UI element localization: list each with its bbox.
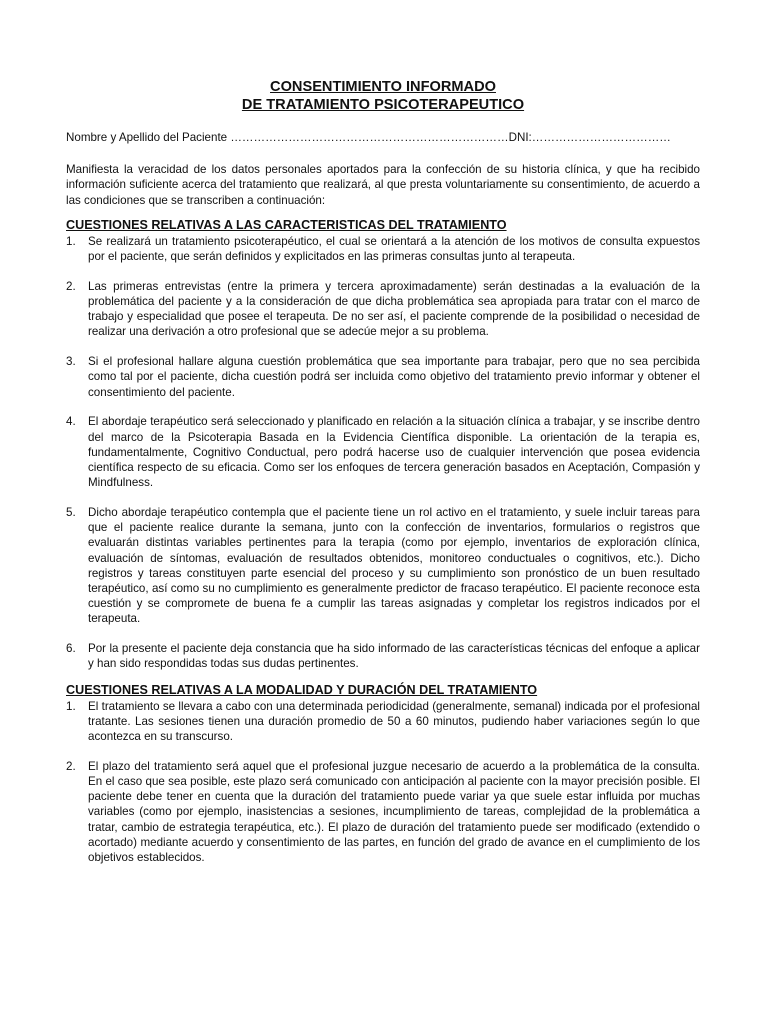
title-line-1: CONSENTIMIENTO INFORMADO bbox=[270, 79, 496, 95]
item-number: 1. bbox=[66, 234, 76, 248]
list-item bbox=[66, 279, 700, 340]
list-item bbox=[66, 641, 700, 671]
item-text: El abordaje terapéutico será seleccionado y planificado en relación a la situación clínica a trabajar, y se inscribe dentro del marco de la Psicoterapia Basada en la Evidencia Científica disponible. La orientación de la terapia es, fundamentalmente, Cognitivo Conductual, pero podrá hacerse uso de cualquier intervención que posea evidencia científica respecto de su eficacia. Como ser los enfoques de tercera generación basados en Aceptación, Compasión y Mindfulness. bbox=[88, 415, 700, 490]
numbered-list bbox=[66, 699, 700, 866]
section-heading: CUESTIONES RELATIVAS A LAS CARACTERISTICAS DEL TRATAMIENTO bbox=[66, 217, 507, 232]
item-text: Las primeras entrevistas (entre la primera y tercera aproximadamente) serán destinadas a la evaluación de la problemática del paciente y a la consideración de que dicha problemática sea apropiada para tratar con el marco de trabajo y especialidad que posee el terapeuta. De no ser así, el paciente comprende de la posibilidad o necesidad de realizar una derivación a otro profesional que se adecúe mejor a su problema. bbox=[88, 279, 700, 339]
list-item bbox=[66, 505, 700, 627]
section-modality-duration bbox=[66, 682, 700, 866]
item-text: Dicho abordaje terapéutico contempla que el paciente tiene un rol activo en el tratamiento, y suele incluir tareas para que el paciente realice durante la semana, junto con la confección de inventarios, formularios o registros que evaluarán distintas variables pertinentes para la terapia (como por ejemplo, inventarios de exploración clínica, evaluación de síntomas, evaluación de resultados obtenidos, monitoreo conductuales o cognitivos, etc.). Dicho registros y tareas constituyen parte esencial del proceso y su cumplimiento son pronóstico de un buen resultado terapéutico, así como su no cumplimiento es generalmente predictor de fracaso terapéutico. El paciente reconoce esta cuestión y se compromete de buena fe a cumplir las tareas asignadas y completar los registros indicados por el terapeuta. bbox=[88, 506, 700, 626]
list-item bbox=[66, 759, 700, 865]
list-item bbox=[66, 354, 700, 400]
item-number: 1. bbox=[66, 699, 76, 713]
item-number: 2. bbox=[66, 279, 76, 293]
item-text: El tratamiento se llevara a cabo con una determinada periodicidad (generalmente, semanal) indicada por el profesional tratante. Las sesiones tienen una duración promedio de 50 a 60 minutos, pudiendo haber variaciones según lo que acontezca en su transcurso. bbox=[88, 699, 700, 744]
item-text: Se realizará un tratamiento psicoterapéutico, el cual se orientará a la atención de los motivos de consulta expuestos por el paciente, que serán definidos y explicitados en las primeras consultas junto al terapeuta. bbox=[88, 234, 700, 264]
item-number: 3. bbox=[66, 355, 76, 369]
item-number: 5. bbox=[66, 506, 76, 520]
list-item bbox=[66, 699, 700, 745]
item-text: El plazo del tratamiento será aquel que el profesional juzgue necesario de acuerdo a la problemática de la consulta. En el caso que sea posible, este plazo será comunicado con anticipación al paciente con la mayor precisión posible. El paciente debe tener en cuenta que la duración del tratamiento puede variar ya que suele estar influida por muchas variables (como por ejemplo, inasistencias a sesiones, incumplimiento de tareas, complejidad de la problemática a tratar, cambio de estrategia terapéutica, etc.). El plazo de duración del tratamiento puede ser modificado (extendido o acortado) mediante acuerdo y consentimiento de las partes, en función del grado de avance en el cumplimiento de los objetivos establecidos. bbox=[88, 759, 700, 865]
consent-document bbox=[66, 78, 700, 865]
section-heading: CUESTIONES RELATIVAS A LA MODALIDAD Y DURACIÓN DEL TRATAMIENTO bbox=[66, 682, 538, 697]
item-number: 6. bbox=[66, 642, 76, 656]
item-text: Por la presente el paciente deja constancia que ha sido informado de las características técnicas del enfoque a aplicar y han sido respondidas todas sus dudas pertinentes. bbox=[88, 642, 700, 671]
item-number: 2. bbox=[66, 759, 76, 773]
list-item bbox=[66, 414, 700, 490]
item-number: 4. bbox=[66, 415, 76, 429]
section-characteristics bbox=[66, 217, 700, 672]
numbered-list bbox=[66, 234, 700, 672]
list-item bbox=[66, 234, 700, 264]
item-text: Si el profesional hallare alguna cuestión problemática que sea importante para trabajar, pero que no sea percibida como tal por el paciente, dicha cuestión podrá ser incluida como objetivo del tratamiento previo informar y obtener el consentimiento del paciente. bbox=[88, 355, 700, 399]
patient-name-dni-line: Nombre y Apellido del Paciente ………………………………………………………………DNI:……………………………… bbox=[66, 131, 671, 144]
intro-paragraph: Manifiesta la veracidad de los datos personales aportados para la confección de su historia clínica, y que ha recibido información suficiente acerca del tratamiento que realizará, al que presta voluntariamente su consentimiento, de acuerdo a las condiciones que se transcriben a continuación: bbox=[66, 163, 700, 207]
title-line-2: DE TRATAMIENTO PSICOTERAPEUTICO bbox=[241, 97, 525, 113]
document-title bbox=[66, 78, 700, 114]
